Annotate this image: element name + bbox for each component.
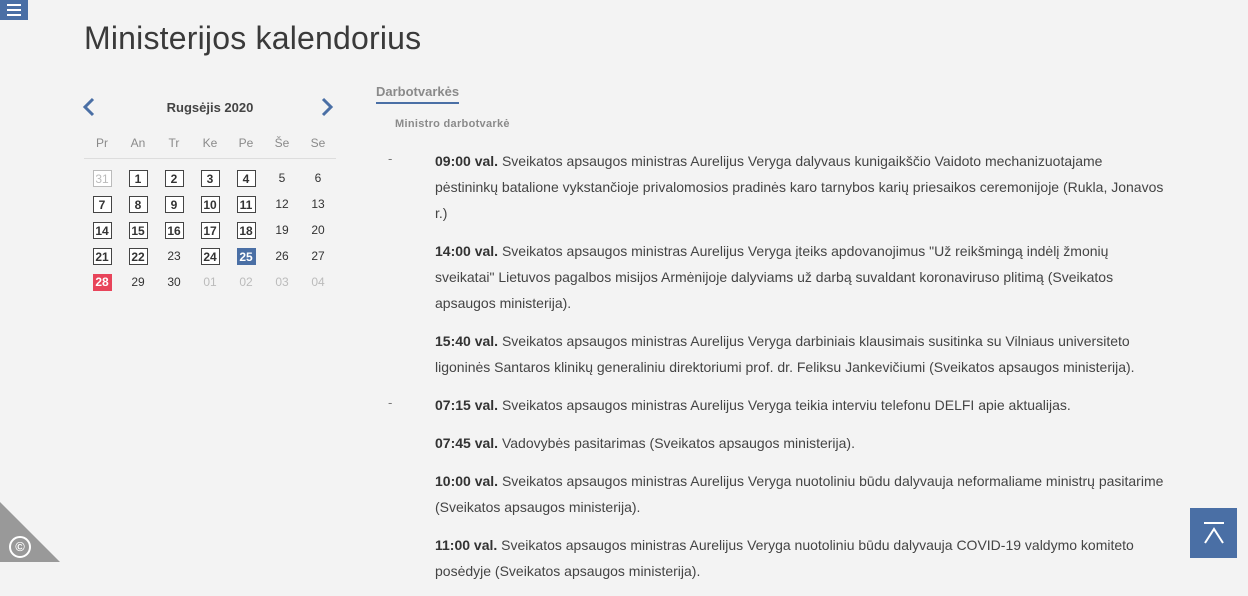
calendar-day[interactable] xyxy=(192,191,228,217)
agenda-entry xyxy=(435,238,1168,316)
scroll-to-top-button[interactable] xyxy=(1190,508,1237,558)
agenda-entry xyxy=(435,532,1168,584)
calendar-day-number: 20 xyxy=(311,222,325,237)
arrow-up-icon xyxy=(1203,521,1225,545)
calendar-day[interactable] xyxy=(228,165,264,191)
agenda-entry-time: 11:00 val. xyxy=(435,537,498,553)
calendar-day-number: 24 xyxy=(201,248,220,265)
page-title: Ministerijos kalendorius xyxy=(84,20,422,56)
agenda-list xyxy=(388,148,1168,596)
calendar-grid xyxy=(84,165,336,295)
calendar-day-number: 16 xyxy=(165,222,184,239)
calendar-day[interactable] xyxy=(192,269,228,295)
calendar-day[interactable] xyxy=(264,217,300,243)
calendar-day[interactable] xyxy=(300,217,336,243)
calendar-day-number: 3 xyxy=(201,170,220,187)
agenda-entry xyxy=(435,328,1168,380)
calendar-day[interactable] xyxy=(84,269,120,295)
calendar-day[interactable] xyxy=(120,165,156,191)
agenda-day xyxy=(388,148,1168,380)
calendar-day[interactable] xyxy=(156,165,192,191)
calendar-day[interactable] xyxy=(84,217,120,243)
calendar-day[interactable] xyxy=(120,269,156,295)
calendar xyxy=(84,94,336,295)
agenda-entry-time: 09:00 val. xyxy=(435,153,499,169)
copyright-corner xyxy=(0,502,60,562)
agenda-entry-time: 10:00 val. xyxy=(435,473,499,489)
calendar-day[interactable] xyxy=(192,165,228,191)
calendar-day-number: 31 xyxy=(93,170,112,187)
agenda-entry-time: 07:15 val. xyxy=(435,397,499,413)
agenda-entry-text: Sveikatos apsaugos ministras Aurelijus Veryga darbiniais klausimais susitinka su Vilniaus universiteto ligoninės Santaros klinikų generaliniu direktoriumi prof. dr. Feliksu Jankevičiumi (Sveikatos apsaugos ministerija). xyxy=(435,333,1135,375)
calendar-day-number: 28 xyxy=(93,274,112,291)
calendar-day-number: 1 xyxy=(129,170,148,187)
calendar-day-number: 23 xyxy=(167,248,181,263)
calendar-day-number: 11 xyxy=(237,196,256,213)
calendar-day-number: 04 xyxy=(311,274,325,289)
agenda-entry-text: Sveikatos apsaugos ministras Aurelijus Veryga įteiks apdovanojimus "Už reikšmingą indėlį žmonių sveikatai" Lietuvos pagalbos misijos Armėnijoje dalyviams už darbą suvaldant koronaviruso plitimą (Sveikatos apsaugos ministerija). xyxy=(435,243,1114,311)
calendar-day[interactable] xyxy=(156,269,192,295)
calendar-day[interactable] xyxy=(120,191,156,217)
calendar-day-number: 6 xyxy=(314,170,322,185)
calendar-day-number: 13 xyxy=(311,196,325,211)
calendar-day[interactable] xyxy=(300,243,336,269)
weekday-label: Pr xyxy=(96,136,108,150)
calendar-day[interactable] xyxy=(120,243,156,269)
calendar-day[interactable] xyxy=(264,243,300,269)
agenda-entry-time: 14:00 val. xyxy=(435,243,499,259)
calendar-day[interactable] xyxy=(84,243,120,269)
menu-icon[interactable] xyxy=(0,0,28,20)
calendar-day-number: 5 xyxy=(278,170,286,185)
calendar-day-number: 03 xyxy=(275,274,289,289)
calendar-day[interactable] xyxy=(228,243,264,269)
weekday-label: Še xyxy=(274,136,290,150)
agenda-entry-time: 07:45 val. xyxy=(435,435,499,451)
agenda-day xyxy=(388,392,1168,584)
calendar-day-number: 29 xyxy=(131,274,145,289)
calendar-day-number: 25 xyxy=(237,248,256,265)
agenda-entry-text: Sveikatos apsaugos ministras Aurelijus Veryga nuotoliniu būdu dalyvauja COVID-19 valdymo komiteto posėdyje (Sveikatos apsaugos ministerija). xyxy=(435,537,1134,579)
calendar-day-number: 14 xyxy=(93,222,112,239)
copyright-icon: © xyxy=(9,536,31,558)
tab-darbotvarkes[interactable]: Darbotvarkės xyxy=(376,84,459,104)
agenda-entry xyxy=(435,468,1168,520)
calendar-day-number: 17 xyxy=(201,222,220,239)
weekday-label: Pe xyxy=(238,136,254,150)
calendar-day[interactable] xyxy=(264,165,300,191)
calendar-month-label: Rugsėjis 2020 xyxy=(166,100,254,115)
weekday-label: Se xyxy=(310,136,326,150)
agenda-entry xyxy=(435,392,1168,418)
calendar-day-number: 15 xyxy=(129,222,148,239)
calendar-header xyxy=(84,94,336,122)
calendar-day[interactable] xyxy=(300,269,336,295)
calendar-day-number: 22 xyxy=(129,248,148,265)
chevron-right-icon[interactable] xyxy=(318,96,336,118)
calendar-day[interactable] xyxy=(120,217,156,243)
agenda-day-dash: - xyxy=(388,151,393,166)
calendar-day[interactable] xyxy=(228,191,264,217)
calendar-day-number: 7 xyxy=(93,196,112,213)
agenda-entry xyxy=(435,148,1168,226)
calendar-day-number: 26 xyxy=(275,248,289,263)
calendar-day[interactable] xyxy=(192,243,228,269)
calendar-day-number: 30 xyxy=(167,274,181,289)
calendar-day-number: 18 xyxy=(237,222,256,239)
calendar-day[interactable] xyxy=(84,191,120,217)
calendar-day[interactable] xyxy=(228,269,264,295)
calendar-day[interactable] xyxy=(264,269,300,295)
calendar-day[interactable] xyxy=(84,165,120,191)
calendar-day[interactable] xyxy=(264,191,300,217)
agenda-day-dash: - xyxy=(388,395,393,410)
agenda-entry-text: Vadovybės pasitarimas (Sveikatos apsaugos ministerija). xyxy=(498,435,855,451)
calendar-day-number: 12 xyxy=(275,196,289,211)
calendar-day-number: 9 xyxy=(165,196,184,213)
calendar-weekdays xyxy=(84,136,336,159)
agenda-entry xyxy=(435,430,1168,456)
agenda-subtitle: Ministro darbotvarkė xyxy=(395,118,510,130)
calendar-day-number: 02 xyxy=(239,274,253,289)
calendar-day[interactable] xyxy=(156,191,192,217)
calendar-day-number: 8 xyxy=(129,196,148,213)
calendar-day[interactable] xyxy=(156,217,192,243)
calendar-day-number: 4 xyxy=(237,170,256,187)
agenda-entry-text: Sveikatos apsaugos ministras Aurelijus Veryga teikia interviu telefonu DELFI apie aktualijas. xyxy=(498,397,1071,413)
calendar-day[interactable] xyxy=(228,217,264,243)
calendar-day[interactable] xyxy=(300,191,336,217)
calendar-day[interactable] xyxy=(156,243,192,269)
calendar-day-number: 2 xyxy=(165,170,184,187)
calendar-day-number: 10 xyxy=(201,196,220,213)
agenda-entry-text: Sveikatos apsaugos ministras Aurelijus Veryga nuotoliniu būdu dalyvauja neformaliame ministrų pasitarime (Sveikatos apsaugos ministerija). xyxy=(435,473,1164,515)
calendar-day-number: 21 xyxy=(93,248,112,265)
weekday-label: Tr xyxy=(168,136,180,150)
agenda-entry-text: Sveikatos apsaugos ministras Aurelijus Veryga dalyvaus kunigaikščio Vaidoto mechanizuotajame pėstininkų batalione vykstančioje privalomosios pradinės karo tarnybos karių priesaikos ceremonijoje (Rukla, Jonavos r.) xyxy=(435,153,1164,221)
calendar-day-number: 01 xyxy=(203,274,217,289)
calendar-day[interactable] xyxy=(192,217,228,243)
calendar-day-number: 27 xyxy=(311,248,325,263)
calendar-day[interactable] xyxy=(300,165,336,191)
weekday-label: Ke xyxy=(202,136,218,150)
calendar-day-number: 19 xyxy=(275,222,289,237)
agenda-entry-time: 15:40 val. xyxy=(435,333,499,349)
weekday-label: An xyxy=(130,136,146,150)
